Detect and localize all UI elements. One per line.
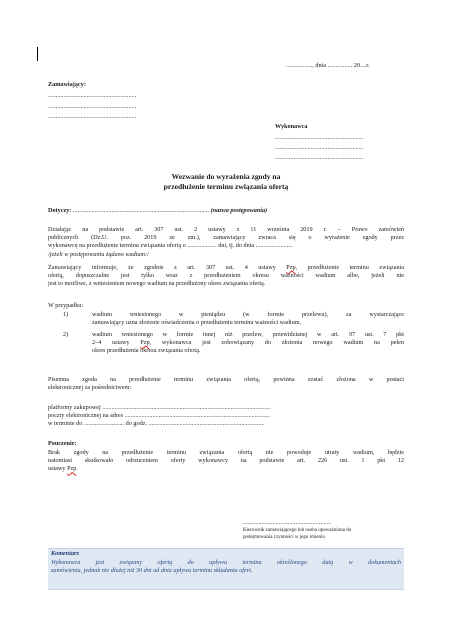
list-item-2-line-2: 2–4 ustawy Pzp, wykonawca jest zobowiązany do złożenia nowego wadium na pełen [92,339,404,347]
paragraph-2 [48,264,404,289]
pouczenie-line-3: ustawy Pzp. [48,465,78,473]
list-item-1 [92,311,404,327]
pzp-abbrev: Pzp [67,465,77,473]
signature-dots: ......................................................... [243,519,332,526]
w-przypadku-label: W przypadku: [48,302,84,309]
text-cursor [37,47,38,61]
para1-line-1: Działając na podstawie art. 307 ust. 2 ustawy z 11 września 2019 r. – Prawo zamówień [48,226,404,233]
title-line-2: przedłużenie terminu związania ofertą [163,182,289,191]
pouczenie-line-1: Brak zgody na przedłużenie terminu związania ofertą nie powoduje utraty wadium, będzie [48,449,404,456]
pouczenie-label: Pouczenie: [48,440,77,447]
title-line-1: Wezwanie do wyrażenia zgody na [171,172,281,181]
signature-caption-line-1: Kierownik zamawiającego lub osoba upoważniona do [243,528,352,533]
para2-line-2: ofertą, dopuszczalne jest tylko wraz z przedłużeniem okresu ważności wadium albo, jeżeli nie [48,272,404,280]
document-title [48,172,404,192]
pouczenie-line-2: natomiast skutkowało odrzuceniem oferty wykonawcy na podstawie art. 226 ust. 1 pkt 12 [48,457,404,465]
wykonawca-line-2: ......................................................... [275,144,364,151]
pzp-abbrev: Pzp [286,264,296,271]
dotyczy-line [48,207,267,215]
zamawiajacy-line-1: ......................................................... [48,92,137,99]
para2-line-1: Zamawiający informuje, że zgodnie z art. 307 ust. 4 ustawy Pzp, przedłużenie terminu związania [48,264,404,271]
dotyczy-label: Dotyczy: [48,207,72,214]
signature-caption [243,527,351,541]
zamawiajacy-line-3: ......................................................... [48,113,137,120]
list-item-2-line-3: okres przedłużenia okresu związania ofertą. [92,347,201,355]
platform-line: platformy zakupowej ............................................................................................................. [48,404,271,411]
para3-line-2: elektronicznej za pośrednictwem: [48,384,132,392]
zamawiajacy-label: Zamawiający: [48,81,86,88]
paragraph-1 [48,226,404,259]
para1-line-2: publicznych (Dz.U. poz. 2019 ze zm.), zamawiający zwraca się o wyrażenie zgody przez [48,234,404,242]
list-item-1-number: 1) [63,311,69,318]
para2-line-3: jest to możliwe, z wniesieniem nowego wadium na przedłużony okres związania ofertą. [48,280,266,288]
list-item-2-line-1: wadium wniesionego w formie innej niż przelew, przewidzianej w art. 97 ust. 7 pkt [92,331,404,338]
list-item-2 [92,331,404,356]
email-line: poczty elektronicznej na adres .............................................................................................. [48,412,271,420]
wykonawca-label: Wykonawca [275,123,308,130]
paragraph-3 [48,376,404,392]
list-item-1-line-1: wadium wniesionego w pieniądzu (w formie przelewu), za wystarczające [92,311,404,318]
comment-title: Komentarz [51,550,79,557]
pzp-abbrev: Pzp [140,339,150,347]
para1-line-3: wykonawcę na przedłużenie terminu związania ofertą o ................... dni, tj. do dnia ........................ [48,242,293,250]
dotyczy-name: (nazwa postępowania) [210,207,268,214]
wykonawca-line-1: ......................................................... [275,134,364,141]
zamawiajacy-line-2: ......................................................... [48,103,137,110]
comment-line-2: zamówienia, jednak nie dłużej niż 30 dni od dnia upływu terminu składania ofert. [51,567,253,575]
dotyczy-dots: ........................................................................................ [71,207,210,214]
signature-caption-line-2: podejmowania czynności w jego imieniu [243,535,325,540]
wykonawca-line-3: ......................................................... [275,154,364,161]
list-item-1-line-2: zamawiający uzna złożenie oświadczenia o przedłużeniu terminu ważności wadium, [92,319,302,327]
comment-line-1: Wykonawca jest związany ofertą do upływu terminu określonego datą w dokumentach [51,559,401,566]
pouczenie-text [48,449,404,474]
deadline-line: w terminie do .......................... do godz. ........................................................................... [48,420,265,428]
date-line: ................., dnia ................ 20....r. [286,62,370,69]
list-item-2-number: 2) [63,331,69,338]
para3-line-1: Pisemna zgoda na przedłużenie terminu związania ofertą, powinna zostać złożona w postaci [48,376,404,383]
submission-channels [48,404,404,429]
comment-text [51,559,401,575]
para1-note: /jeżeli w postępowaniu żądano wadium:/ [48,250,149,258]
